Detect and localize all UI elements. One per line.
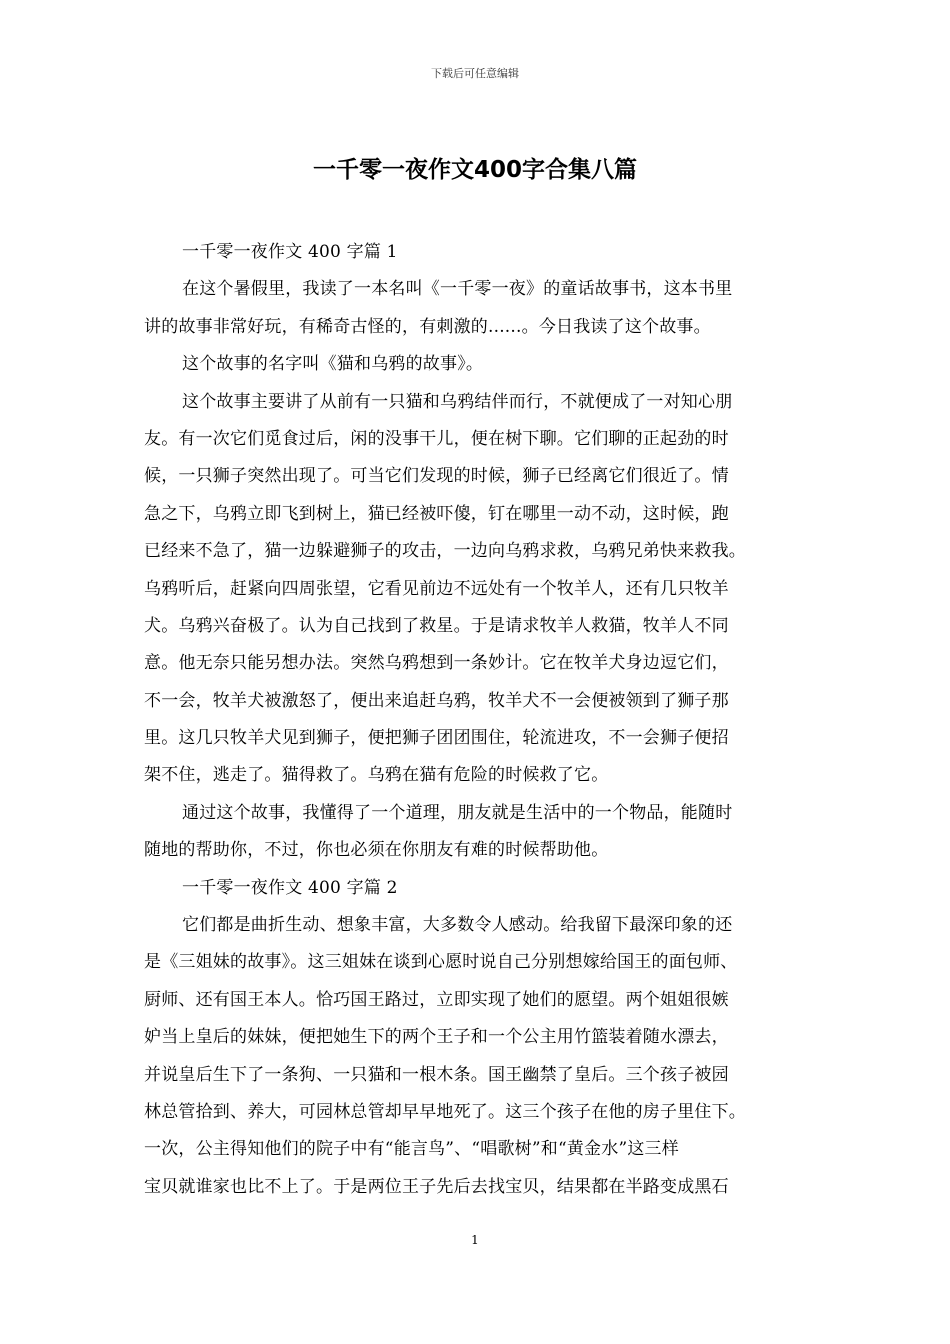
text-line: 妒当上皇后的妹妹，便把她生下的两个王子和一个公主用竹篮装着随水漂去，: [144, 1027, 729, 1048]
page-number: 1: [471, 1233, 479, 1247]
text-line: 急之下，乌鸦立即飞到树上，猫已经被吓傻，钉在哪里一动不动，这时候，跑: [144, 503, 729, 524]
text-line: 讲的故事非常好玩，有稀奇古怪的，有刺激的......。今日我读了这个故事。: [144, 316, 711, 337]
text-line: 已经来不急了，猫一边躲避狮子的攻击，一边向乌鸦求救，乌鸦兄弟快来救我。: [144, 541, 746, 562]
text-line: 里。这几只牧羊犬见到狮子，便把狮子团团围住，轮流进攻，不一会狮子便招: [144, 728, 729, 749]
text-line: 林总管拾到、养大，可园林总管却早早地死了。这三个孩子在他的房子里住下。: [144, 1101, 746, 1122]
text-line: 这个故事主要讲了从前有一只猫和乌鸦结伴而行，不就便成了一对知心朋: [182, 391, 733, 412]
text-line: 并说皇后生下了一条狗、一只猫和一根木条。国王幽禁了皇后。三个孩子被园: [144, 1064, 729, 1085]
document-body: [144, 234, 824, 1206]
text-line: 乌鸦听后，赶紧向四周张望，它看见前边不远处有一个牧羊人，还有几只牧羊: [144, 578, 729, 599]
text-line: 犬。乌鸦兴奋极了。认为自己找到了救星。于是请求牧羊人救猫，牧羊人不同: [144, 615, 729, 636]
document-title: 一千零一夜作文400字合集八篇: [312, 157, 637, 183]
page-header-note: 下载后可任意编辑: [431, 67, 519, 80]
text-line: 宝贝就谁家也比不上了。于是两位王子先后去找宝贝，结果都在半路变成黑石: [144, 1176, 729, 1197]
text-line: 随地的帮助你，不过，你也必须在你朋友有难的时候帮助他。: [144, 840, 609, 861]
text-line: 一千零一夜作文 400 字篇 1: [182, 242, 398, 262]
text-line: 厨师、还有国王本人。恰巧国王路过，立即实现了她们的愿望。两个姐姐很嫉: [144, 989, 729, 1010]
text-line: 在这个暑假里，我读了一本名叫《一千零一夜》的童话故事书，这本书里: [182, 279, 733, 300]
text-line: 架不住，逃走了。猫得救了。乌鸦在猫有危险的时候救了它。: [144, 765, 609, 786]
text-line: 一千零一夜作文 400 字篇 2: [182, 877, 398, 898]
text-line: 通过这个故事，我懂得了一个道理，朋友就是生活中的一个物品，能随时: [182, 802, 733, 823]
text-line: 这个故事的名字叫《猫和乌鸦的故事》。: [182, 354, 484, 375]
text-line: 意。他无奈只能另想办法。突然乌鸦想到一条妙计。它在牧羊犬身边逗它们，: [144, 653, 729, 674]
text-line: 候，一只狮子突然出现了。可当它们发现的时候，狮子已经离它们很近了。情: [144, 466, 729, 487]
text-line: 不一会，牧羊犬被激怒了，便出来追赶乌鸦，牧羊犬不一会便被领到了狮子那: [144, 690, 729, 711]
text-line: 一次，公主得知他们的院子中有“能言鸟”、“唱歌树”和“黄金水”这三样: [144, 1139, 679, 1160]
text-line: 友。有一次它们觅食过后，闲的没事干儿，便在树下聊。它们聊的正起劲的时: [144, 428, 729, 449]
text-line: 是《三姐妹的故事》。这三姐妹在谈到心愿时说自己分别想嫁给国王的面包师、: [144, 952, 738, 973]
text-line: 它们都是曲折生动、想象丰富，大多数令人感动。给我留下最深印象的还: [182, 915, 733, 936]
